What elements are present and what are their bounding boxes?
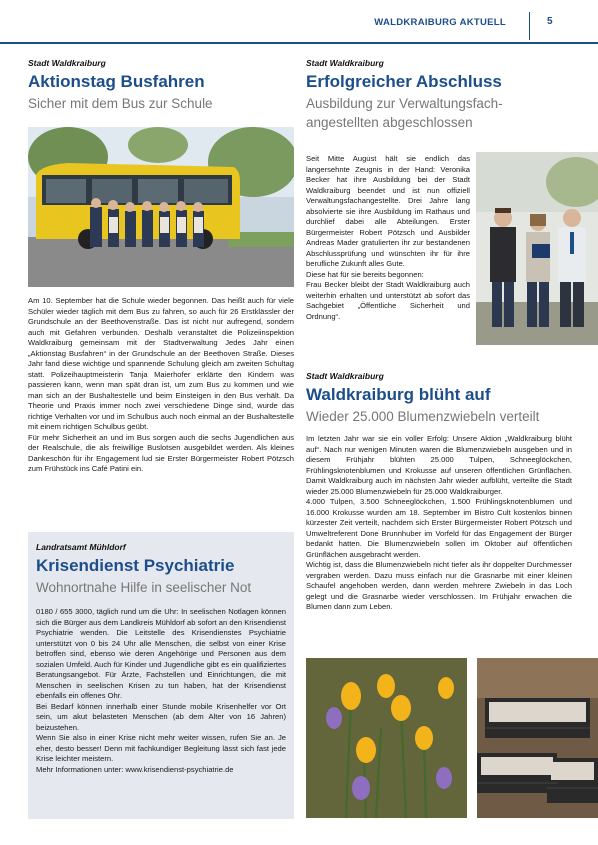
school-bus-photo [28,127,294,287]
school-bus-photo-illustration [28,127,294,287]
article-subhead: Sicher mit dem Bus zur Schule [28,96,213,111]
article-kicker: Stadt Waldkraiburg [28,58,106,68]
article-subhead-line1: Ausbildung zur Verwaltungsfach- [306,96,503,111]
article-abschluss-body [306,154,470,322]
article-body: Seit Mitte August hält sie endlich das langersehnte Zeugnis in der Hand: Veronika Becker hat ihre Ausbildung bei der Stadt Waldkraiburg beendet und ist nun offiziell Verwaltungsfachangestellte. Drei Jahre lang absolvierte sie ihre Ausbildung im Rathaus und durchlief dabei alle Abteilungen. Erster Bürgermeister Robert Pötzsch und Ausbilder Andreas Mader gratulierten ihr zur bestandenen Abschlussprüfung und wünschten ihr für ihre berufliche Zukunft alles Gute. Diese hat für sie bereits begonnen: Frau Becker bleibt der Stadt Waldkraiburg auch weiterhin erhalten und unterstützt ab sofort das Sachgebiet „Öffentliche Sicherheit und Ordnung“. [306,154,470,321]
crocus-flowers-photo [306,658,467,818]
article-bus [28,58,294,113]
article-bluehen [306,371,572,613]
article-subhead: Wohnortnahe Hilfe in seelischer Not [36,580,252,595]
article-body: Am 10. September hat die Schule wieder begonnen. Das heißt auch für viele Schüler wieder täglich mit dem Bus zu fahren, so auch für 26 Erstklässler der Grundschule an der Beethovenstraße. Das ist nicht nur aufregend, sondern auch mit Gefahren verbunden. Deshalb veranstaltet die Polizeiinspektion Waldkraiburg gemeinsam mit der Stadtverwaltung Jedes Jahr einen „Aktionstag Busfahren“ in der Grundschule an der Beethoven Straße. Dieses Jahr fand diese wichtige und spannende Schulung gleich am zweiten Schultag statt. Polizeihauptmeisterin Tanja Maierhofer erklärte den Kindern was passieren kann, wenn man spät dran ist, um zum Bus zu kommen und wie man sich an der Bushaltestelle und beim Einsteigen in den Bus verhält. Da Theorie und Praxis immer noch zwei verschiedene Dinge sind, wurde das richtige Verhalten vor und im Schulbus auch noch einmal an der Bushaltestelle mit einem richtigen Schulbus geübt. Für mehr Sicherheit an und im Bus sorgen auch die sechs Jugendlichen aus der Realschule, die als freiwillige Buslotsen ausgebildet werden. Als kleines Dankeschön für ihr Engagement lud sie Erster Bürgermeister Robert Pötzsch zum Frühstück ins Café Patini ein. [28,296,294,473]
graduation-photo-illustration [476,152,598,345]
article-headline: Erfolgreicher Abschluss [306,72,502,91]
article-subhead-line2: angestellten abgeschlossen [306,115,473,130]
article-kicker: Stadt Waldkraiburg [306,371,384,381]
crocus-flowers-illustration [306,658,467,818]
article-bus-body [28,296,294,475]
section-title: WALDKRAIBURG AKTUELL [374,17,506,28]
article-headline: Aktionstag Busfahren [28,72,205,91]
article-abschluss [306,58,572,132]
flower-bulb-crates-illustration [477,658,598,818]
article-body: 0180 / 655 3000, täglich rund um die Uhr: In seelischen Notlagen können sich die Bürger aus dem Landkreis Mühldorf ab sofort an den Krisendienst Psychiatrie wenden. Die Leitstelle des Krisendienstes Psychiatrie unterstützt von 0 bis 24 Uhr alle Menschen, die selbst von einer Krise betroffen sind, ebenso wie deren Angehörige und Personen aus dem sozialen Umfeld. Auch für Kinder und Jugendliche gibt es ein qualifiziertes Beratungsangebot. Für Ärzte, Fachstellen und Einrichtungen, die mit Menschen in seelischen Krisen zu tun haben, hat der Krisendienst ebenfalls ein offenes Ohr. Bei Bedarf können innerhalb einer Stunde mobile Krisenhelfer vor Ort sein, um akut belasteten Menschen (ab dem Alter von 16 Jahren) beizustehen. Wenn Sie also in einer Krise nicht mehr weiter wissen, rufen Sie an. Je eher, desto besser! Denn mit fachkundiger Begleitung lässt sich fast jede Krise leichter meistern. Mehr Informationen unter: www.krisendienst-psychiatrie.de [36,607,286,774]
article-kicker: Stadt Waldkraiburg [306,58,384,68]
header-divider [529,12,530,40]
flower-bulb-crates-photo [477,658,598,818]
article-subhead: Wieder 25.000 Blumenzwiebeln verteilt [306,409,540,424]
article-headline: Waldkraiburg blüht auf [306,385,491,404]
article-psych [36,542,286,775]
header-rule [0,42,598,44]
page-number: 5 [547,16,553,27]
article-headline: Krisendienst Psychiatrie [36,556,235,575]
graduation-photo [476,152,598,345]
article-kicker: Landratsamt Mühldorf [36,542,126,552]
page-header [0,0,598,44]
article-body: Im letzten Jahr war sie ein voller Erfolg: Unsere Aktion „Waldkraiburg blüht auf“. Nach nur wenigen Minuten waren die Blumenzwiebeln ausgeben und in diesem Frühjahr blühten 25.000 Tulpen, Schneeglöckchen, Frühlingsknotenblumen und Krokusse auf unseren öffentlichen Grünflächen. Damit Waldkraiburg auch im nächsten Jahr wieder aufblüht, verteilte die Stadt wieder 25.000 Blumenzwiebeln für 25.000 Waldkraiburger. 4.000 Tulpen, 3.500 Schneeglöckchen, 1.500 Frühlingsknotenblumen und 16.000 Krokusse wurden am 18. September im Bistro Cult kostenlos binnen kürzester Zeit verteilt, nachdem sich Erster Bürgermeister Robert Pötzsch und Umweltreferent Done Brunnhuber im Vorfeld für das Engagement der Bürger bedankt hatten. Die Blumenzwiebeln sollen im Oktober auf öffentlichen Grünflächen ausgebracht werden. Wichtig ist, dass die Blumenzwiebeln nicht tiefer als ihr doppelter Durchmesser vergraben werden. Dazu muss einfach nur die Grasnarbe mit einer kleinen Schaufel angehoben werden, dann werden mehrere Zwiebeln in das Loch gelegt und die Grasnarbe wieder verschlossen. Im Frühjahr erwachen die Blumen dann zum Leben. [306,434,572,611]
